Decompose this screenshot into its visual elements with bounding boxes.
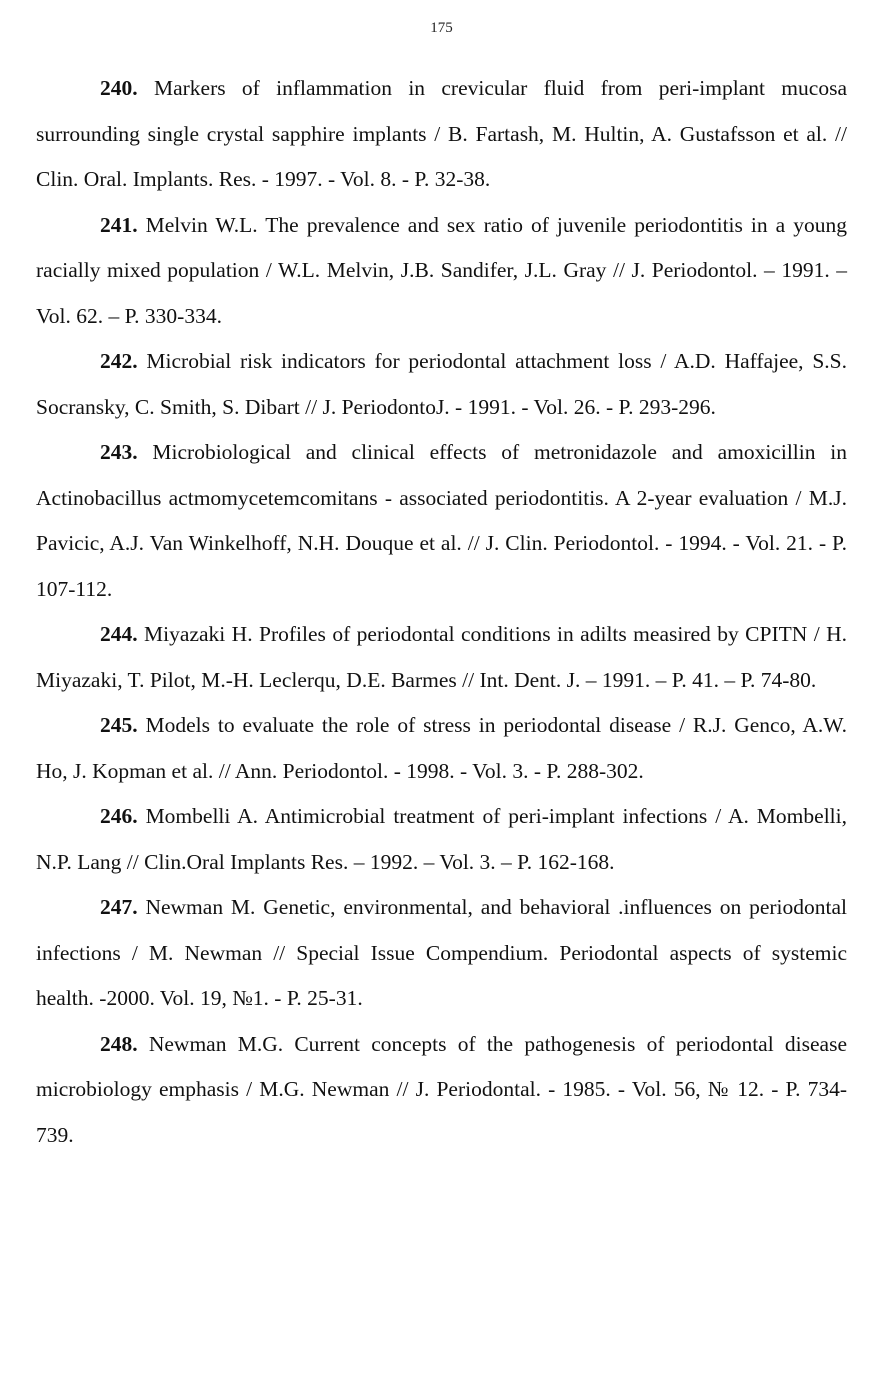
reference-text: Microbiological and clinical effects of metronidazole and amoxicillin in Actinobacillus actmomycetemcomitans - associated periodontitis. A 2-year evaluation / M.J. Pavicic, A.J. Van Winkelhoff, N.H. Douque et al. // J. Clin. Periodontol. - 1994. - Vol. 21. - P. 107-112. [36, 440, 847, 601]
reference-number: 243. [100, 440, 138, 464]
reference-entry-245 [36, 703, 847, 794]
reference-entry-242 [36, 339, 847, 430]
reference-list [36, 66, 847, 1158]
reference-text: Microbial risk indicators for periodontal attachment loss / A.D. Haffajee, S.S. Socransky, C. Smith, S. Dibart // J. PeriodontoJ. - 1991. - Vol. 26. - P. 293-296. [36, 349, 847, 419]
reference-number: 240. [100, 76, 138, 100]
reference-entry-241 [36, 203, 847, 340]
page-number: 175 [430, 20, 453, 36]
reference-number: 246. [100, 804, 138, 828]
reference-text: Newman M.G. Current concepts of the pathogenesis of periodontal disease microbiology emphasis / M.G. Newman // J. Periodontal. - 1985. - Vol. 56, № 12. - P. 734-739. [36, 1031, 847, 1147]
reference-text: Mombelli A. Antimicrobial treatment of peri-implant infections / A. Mombelli, N.P. Lang // Clin.Oral Implants Res. – 1992. – Vol. 3. – P. 162-168. [36, 804, 847, 874]
reference-number: 242. [100, 349, 138, 373]
reference-number: 245. [100, 713, 138, 737]
reference-entry-244 [36, 612, 847, 703]
reference-number: 241. [100, 212, 138, 237]
reference-text: Models to evaluate the role of stress in periodontal disease / R.J. Genco, A.W. Ho, J. Kopman et al. // Ann. Periodontol. - 1998. - Vol. 3. - P. 288-302. [36, 713, 847, 783]
reference-entry-247 [36, 885, 847, 1022]
reference-number: 244. [100, 622, 138, 646]
reference-number: 248. [100, 1031, 138, 1056]
reference-text: Markers of inflammation in crevicular fluid from peri-implant mucosa surrounding single crystal sapphire implants / B. Fartash, M. Hultin, A. Gustafsson et al. // Clin. Oral. Implants. Res. - 1997. - Vol. 8. - P. 32-38. [36, 76, 847, 191]
reference-entry-246 [36, 794, 847, 885]
reference-text: Miyazaki H. Profiles of periodontal conditions in adilts measired by CPITN / H. Miyazaki, T. Pilot, M.-H. Leclerqu, D.E. Barmes // Int. Dent. J. – 1991. – P. 41. – P. 74-80. [36, 622, 847, 692]
reference-entry-243 [36, 430, 847, 612]
reference-number: 247. [100, 895, 138, 919]
reference-entry-240 [36, 66, 847, 203]
reference-text: Newman M. Genetic, environmental, and behavioral .influences on periodontal infections / M. Newman // Special Issue Compendium. Periodontal aspects of systemic health. -2000. Vol. 19, №1. - P. 25-31. [36, 895, 847, 1010]
reference-text: Melvin W.L. The prevalence and sex ratio of juvenile periodontitis in a young racially mixed population / W.L. Melvin, J.B. Sandifer, J.L. Gray // J. Periodontol. – 1991. – Vol. 62. – P. 330-334. [36, 212, 847, 328]
reference-entry-248 [36, 1022, 847, 1159]
